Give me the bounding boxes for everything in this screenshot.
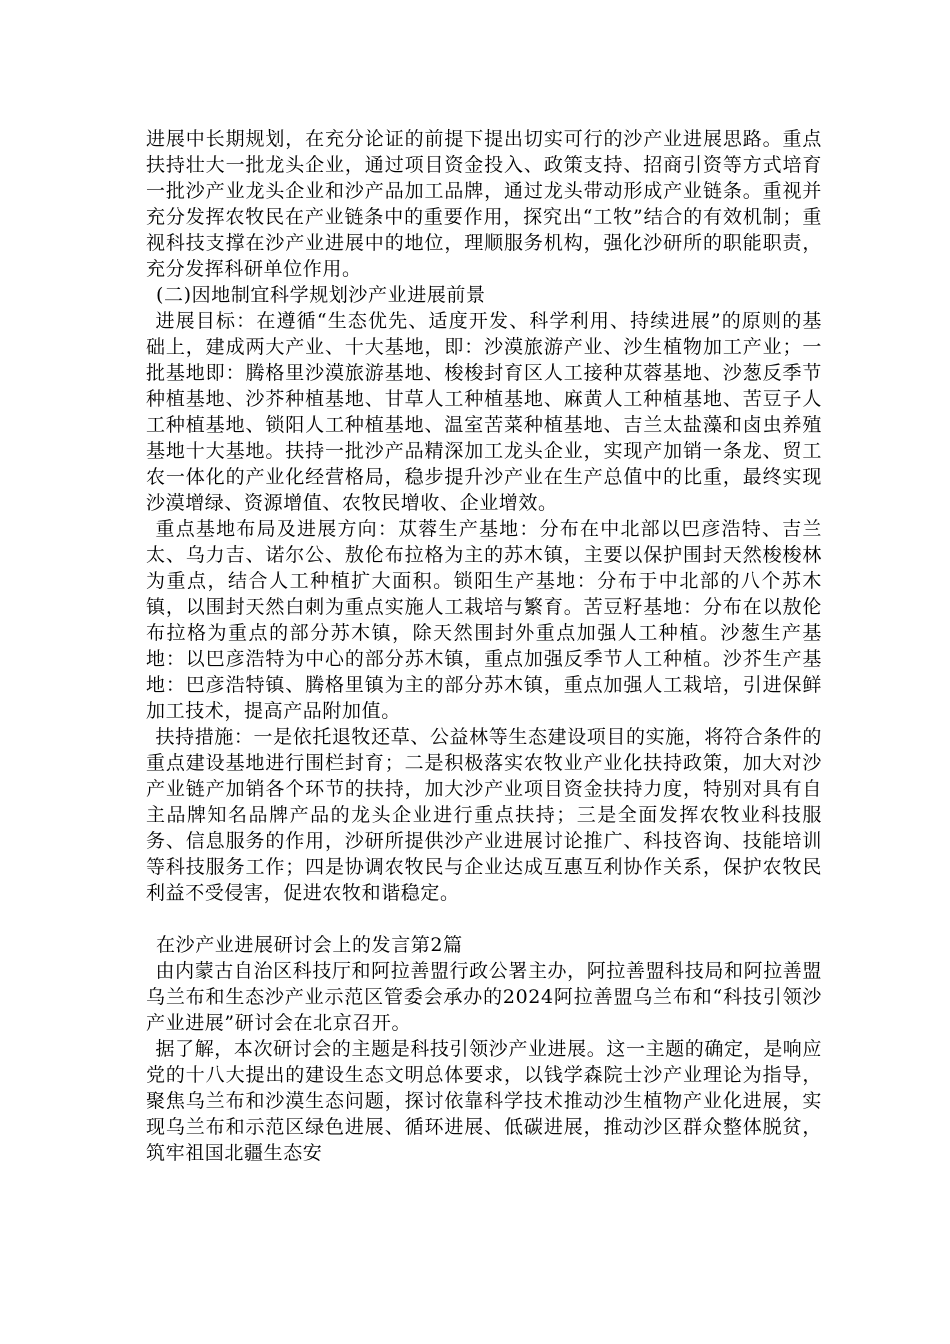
paragraph-development-planning: 进展中长期规划，在充分论证的前提下提出切实可行的沙产业进展思路。重点扶持壮大一批龙头企业，通过项目资金投入、政策支持、招商引资等方式培育一批沙产业龙头企业和沙产品加工品牌，通过龙头带动形成产业链条。重视并充分发挥农牧民在产业链条中的重要作用，探究出“工牧”结合的有效机制；重视科技支撑在沙产业进展中的地位，理顺服务机构，强化沙研所的职能职责，充分发挥科研单位作用。 [146, 128, 822, 280]
document-body [146, 126, 822, 1166]
paragraph-support-measures: 扶持措施：一是依托退牧还草、公益林等生态建设项目的实施，将符合条件的重点建设基地进行围栏封育；二是积极落实农牧业产业化扶持政策，加大对沙产业链产加销各个环节的扶持，加大沙产业项目资金扶持力度，特别对具有自主品牌知名品牌产品的龙头企业进行重点扶持；三是全面发挥农牧业科技服务、信息服务的作用，沙研所提供沙产业进展讨论推广、科技咨询、技能培训等科技服务工作；四是协调农牧民与企业达成互惠互利协作关系，保护农牧民利益不受侵害，促进农牧和谐稳定。 [146, 726, 822, 904]
paragraph-development-goals: 进展目标：在遵循“生态优先、适度开发、科学利用、持续进展”的原则的基础上，建成两大产业、十大基地，即：沙漠旅游产业、沙生植物加工产业；一批基地即：腾格里沙漠旅游基地、梭梭封育区人工接种苁蓉基地、沙葱反季节种植基地、沙芥种植基地、甘草人工种植基地、麻黄人工种植基地、苦豆子人工种植基地、锁阳人工种植基地、温室苦菜种植基地、吉兰太盐藻和卤虫养殖基地十大基地。扶持一批沙产品精深加工龙头企业，实现产加销一条龙、贸工农一体化的产业化经营格局，稳步提升沙产业在生产总值中的比重，最终实现沙漠增绿、资源增值、农牧民增收、企业增效。 [146, 310, 822, 514]
paragraph-spacer [146, 906, 822, 932]
section-heading: (二)因地制宜科学规划沙产业进展前景 [156, 284, 486, 306]
article-title: 在沙产业进展研讨会上的发言第2篇 [156, 934, 463, 956]
paragraph-seminar-theme: 据了解，本次研讨会的主题是科技引领沙产业进展。这一主题的确定，是响应党的十八大提出的建设生态文明总体要求，以钱学森院士沙产业理论为指导，聚焦乌兰布和沙漠生态问题，探讨依靠科学技术推动沙生植物产业化进展，实现乌兰布和示范区绿色进展、循环进展、低碳进展，推动沙区群众整体脱贫，筑牢祖国北疆生态安 [146, 1038, 822, 1164]
paragraph-base-layout: 重点基地布局及进展方向：苁蓉生产基地：分布在中北部以巴彦浩特、吉兰太、乌力吉、诺尔公、敖伦布拉格为主的苏木镇，主要以保护围封天然梭梭林为重点，结合人工种植扩大面积。锁阳生产基地：分布于中北部的八个苏木镇，以围封天然白刺为重点实施人工栽培与繁育。苦豆籽基地：分布在以敖伦布拉格为重点的部分苏木镇，除天然围封外重点加强人工种植。沙葱生产基地：以巴彦浩特为中心的部分苏木镇，重点加强反季节人工种植。沙芥生产基地：巴彦浩特镇、腾格里镇为主的部分苏木镇，重点加强人工栽培，引进保鲜加工技术，提高产品附加值。 [146, 518, 822, 722]
paragraph-seminar-intro: 由内蒙古自治区科技厅和阿拉善盟行政公署主办，阿拉善盟科技局和阿拉善盟乌兰布和生态沙产业示范区管委会承办的2024阿拉善盟乌兰布和“科技引领沙产业进展”研讨会在北京召开。 [146, 960, 822, 1034]
